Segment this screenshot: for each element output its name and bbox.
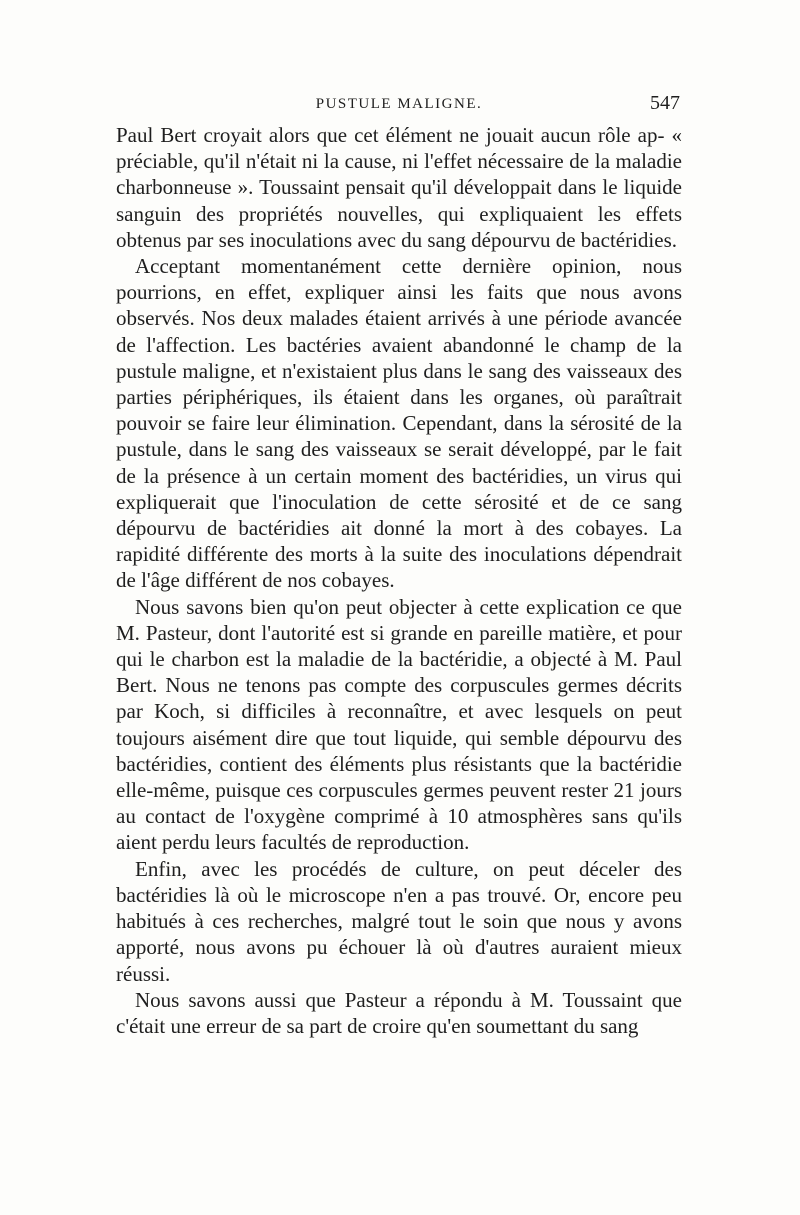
body-text (116, 122, 682, 1039)
paragraph-2: Acceptant momentanément cette dernière opinion, nous pourrions, en effet, expliquer ainsi les faits que nous avons observés. Nos deux malades étaient arrivés à une période avancée de l'affection. Les bactéries avaient abandonné le champ de la pustule maligne, et n'existaient plus dans le sang des vaisseaux des parties périphériques, ils étaient dans les organes, où paraîtrait pouvoir se faire leur élimination. Cependant, dans la sérosité de la pustule, dans le sang des vaisseaux se serait développé, par le fait de la présence à un certain moment des bactéridies, un virus qui expliquerait que l'inoculation de cette sérosité et de ce sang dépourvu de bactéridies ait donné la mort à des cobayes. La rapidité différente des morts à la suite des inoculations dépendrait de l'âge différent de nos cobayes. (116, 254, 682, 593)
running-header (116, 92, 682, 122)
paragraph-1: Paul Bert croyait alors que cet élément ne jouait aucun rôle ap- « préciable, qu'il n'était ni la cause, ni l'effet nécessaire de la maladie charbonneuse ». Toussaint pensait qu'il développait dans le liquide sanguin des propriétés nouvelles, qui expliquaient les effets obtenus par ses inoculations avec du sang dépourvu de bactéridies. (116, 123, 682, 252)
paragraph-3: Nous savons bien qu'on peut objecter à cette explication ce que M. Pasteur, dont l'autorité est si grande en pareille matière, et pour qui le charbon est la maladie de la bactéridie, a objecté à M. Paul Bert. Nous ne tenons pas compte des corpuscules germes décrits par Koch, si difficiles à reconnaître, et avec lesquels on peut toujours aisément dire que tout liquide, qui semble dépourvu des bactéridies, contient des éléments plus résistants que la bactéridie elle-même, puisque ces corpuscules germes peuvent rester 21 jours au contact de l'oxygène comprimé à 10 atmosphères sans qu'ils aient perdu leurs facultés de reproduction. (116, 594, 682, 855)
running-title: PUSTULE MALIGNE. (315, 96, 483, 112)
page-number: 547 (650, 92, 680, 114)
paragraph-5: Nous savons aussi que Pasteur a répondu à M. Toussaint que c'était une erreur de sa part de croire qu'en soumettant du sang (116, 987, 682, 1038)
paragraph-4: Enfin, avec les procédés de culture, on peut déceler des bactéridies là où le microscope n'en a pas trouvé. Or, encore peu habitués à ces recherches, malgré tout le soin que nous y avons apporté, nous avons pu échouer là où d'autres auraient mieux réussi. (116, 856, 682, 986)
